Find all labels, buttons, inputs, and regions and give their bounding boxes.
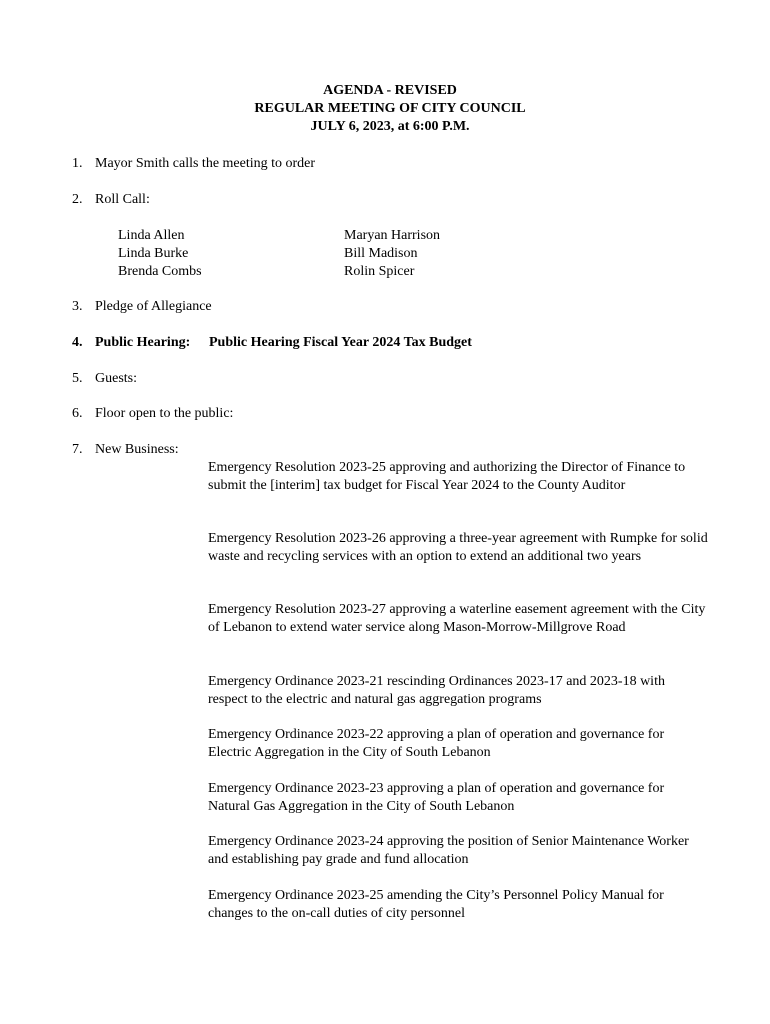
council-member: Maryan Harrison bbox=[344, 228, 441, 243]
item-text: Guests: bbox=[95, 371, 137, 386]
agenda-item-7 bbox=[72, 441, 179, 459]
item-number: 6. bbox=[72, 406, 83, 421]
ordinance-text: Emergency Ordinance 2023-25 amending the City’s Personnel Policy Manual for changes to the on-call duties of city personnel bbox=[208, 888, 664, 921]
new-business-entry bbox=[208, 530, 708, 566]
council-member: Brenda Combs bbox=[118, 264, 202, 279]
item-number: 1. bbox=[72, 156, 83, 171]
roll-call-left-column bbox=[118, 227, 202, 281]
ordinance-text: Emergency Ordinance 2023-23 approving a plan of operation and governance for Natural Gas Aggregation in the City of South Lebanon bbox=[208, 781, 665, 814]
council-member: Linda Allen bbox=[118, 228, 185, 243]
agenda-item-5 bbox=[72, 370, 137, 388]
agenda-item-2 bbox=[72, 191, 150, 209]
new-business-entry bbox=[208, 833, 708, 869]
new-business-entry bbox=[208, 726, 708, 762]
council-member: Bill Madison bbox=[344, 246, 418, 261]
item-label: Public Hearing: bbox=[95, 335, 191, 350]
resolution-text: Emergency Resolution 2023-27 approving a waterline easement agreement with the City of Lebanon to extend water service along Mason-Morrow-Millgrove Road bbox=[208, 602, 706, 635]
agenda-item-6 bbox=[72, 405, 233, 423]
item-number: 2. bbox=[72, 192, 83, 207]
meeting-date: JULY 6, 2023, at 6:00 P.M. bbox=[310, 119, 470, 134]
resolution-text: Emergency Resolution 2023-25 approving and authorizing the Director of Finance to submit the [interim] tax budget for Fiscal Year 2024 to the County Auditor bbox=[208, 460, 686, 493]
agenda-item-3 bbox=[72, 298, 212, 316]
new-business-entry bbox=[208, 673, 708, 709]
council-member: Linda Burke bbox=[118, 246, 189, 261]
item-number: 3. bbox=[72, 299, 83, 314]
resolution-text: Emergency Resolution 2023-26 approving a three-year agreement with Rumpke for solid waste and recycling services with an option to extend an additional two years bbox=[208, 531, 708, 564]
new-business-entry bbox=[208, 601, 708, 637]
ordinance-text: Emergency Ordinance 2023-22 approving a plan of operation and governance for Electric Aggregation in the City of South Lebanon bbox=[208, 727, 665, 760]
item-text: Public Hearing Fiscal Year 2024 Tax Budget bbox=[209, 335, 472, 350]
agenda-item-4 bbox=[72, 334, 472, 352]
agenda-item-1 bbox=[72, 155, 315, 173]
new-business-entry bbox=[208, 780, 708, 816]
agenda-header bbox=[0, 82, 770, 136]
item-number: 4. bbox=[72, 335, 83, 350]
new-business-entry bbox=[208, 887, 708, 923]
meeting-type: REGULAR MEETING OF CITY COUNCIL bbox=[254, 101, 526, 116]
item-text: Roll Call: bbox=[95, 192, 150, 207]
item-number: 5. bbox=[72, 371, 83, 386]
ordinance-text: Emergency Ordinance 2023-21 rescinding Ordinances 2023-17 and 2023-18 with respect to the electric and natural gas aggregation programs bbox=[208, 674, 665, 707]
council-member: Rolin Spicer bbox=[344, 264, 415, 279]
roll-call-right-column bbox=[344, 227, 440, 281]
new-business-entry bbox=[208, 459, 708, 495]
agenda-title: AGENDA - REVISED bbox=[323, 83, 457, 98]
item-number: 7. bbox=[72, 442, 83, 457]
item-text: Floor open to the public: bbox=[95, 406, 234, 421]
ordinance-text: Emergency Ordinance 2023-24 approving the position of Senior Maintenance Worker and establishing pay grade and fund allocation bbox=[208, 834, 689, 867]
item-text: New Business: bbox=[95, 442, 179, 457]
item-text: Mayor Smith calls the meeting to order bbox=[95, 156, 316, 171]
item-text: Pledge of Allegiance bbox=[95, 299, 212, 314]
